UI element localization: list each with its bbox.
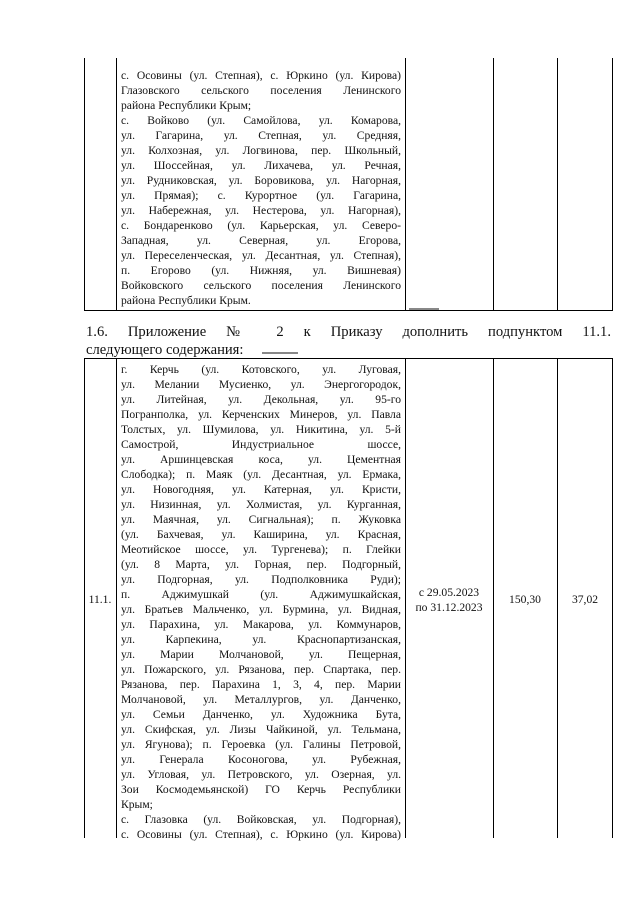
top-table-col-divider-1 [116, 58, 117, 311]
address-line: с. Осовины (ул. Степная), с. Юркино (ул. Кирова) [121, 828, 401, 841]
amendment-paragraph [86, 323, 611, 359]
address-line: с. Глазовка (ул. Войковская, ул. Подгорная), [121, 813, 401, 826]
address-line: с. Осовины (ул. Степная), с. Юркино (ул. Кирова) [121, 69, 401, 82]
address-line: ул. Шоссейная, ул. Лихачева, ул. Речная, [121, 159, 401, 172]
address-line: ул. Колхозная, ул. Логвинова, пер. Школьный, [121, 144, 401, 157]
address-line: ул. Низинная, ул. Холмистая, ул. Курганная, [121, 498, 401, 511]
address-line: с. Бондаренково (ул. Карьерская, ул. Северо- [121, 219, 401, 232]
period-cell [405, 585, 493, 615]
address-line: ул. Подгорная, ул. Подполковника Руди); [121, 573, 401, 586]
address-line: ул. Ягунова); п. Героевка (ул. Галины Петровой, [121, 738, 401, 751]
address-line: ул. Скифская, ул. Лизы Чайкиной, ул. Тельмана, [121, 723, 401, 736]
paragraph-line: следующего содержания: [86, 342, 244, 358]
address-line: (ул. 8 Марта, ул. Горная, пер. Подгорный, [121, 558, 401, 571]
address-line: Рязанова, пер. Парахина 1, 3, 4, пер. Марии [121, 678, 401, 691]
address-line: Молчановой, ул. Металлургов, ул. Данченко, [121, 693, 401, 706]
address-line: Войковского сельского поселения Ленинского [121, 279, 401, 292]
top-table-col-divider-2 [405, 58, 406, 311]
address-line: с. Войково (ул. Самойлова, ул. Комарова, [121, 114, 401, 127]
address-line: ул. Братьев Мальченко, ул. Бурмина, ул. Видная, [121, 603, 401, 616]
address-line: ул. Набережная, ул. Нестерова, ул. Нагорная), [121, 204, 401, 217]
address-line: ул. Прямая); с. Курортное (ул. Гагарина, [121, 189, 401, 202]
address-line: ул. Пожарского, ул. Рязанова, пер. Спартака, пер. [121, 663, 401, 676]
address-line: Слободка); п. Маяк (ул. Десантная, ул. Ермака, [121, 468, 401, 481]
address-line: Толстых, ул. Шумилова, ул. Никитина, ул. 5-й [121, 423, 401, 436]
address-line: ул. Гагарина, ул. Степная, ул. Средняя, [121, 129, 401, 142]
address-line: Зои Космодемьянской) ГО Керчь Республики [121, 783, 401, 796]
bottom-table-col-divider-1 [116, 358, 117, 838]
address-line: Меотийское шоссе, ул. Тургенева); п. Глейки [121, 543, 401, 556]
address-line: ул. Парахина, ул. Макарова, ул. Коммунаров, [121, 618, 401, 631]
address-line: ул. Аршинцевская коса, ул. Цементная [121, 453, 401, 466]
bottom-table-address-cell [121, 362, 401, 842]
address-line: ул. Переселенческая, ул. Десантная, ул. Степная), [121, 249, 401, 262]
scan-mark [409, 308, 439, 310]
scan-mark [262, 352, 298, 354]
address-line: района Республики Крым; [121, 99, 252, 112]
top-table-address-cell [121, 68, 401, 308]
top-table-col-divider-4 [557, 58, 558, 311]
address-line: ул. Марии Молчановой, ул. Пещерная, [121, 648, 401, 661]
address-line: п. Аджимушкай (ул. Аджимушкайская, [121, 588, 401, 601]
value-cell-1: 150,30 [509, 593, 541, 606]
address-line: (ул. Бахчевая, ул. Каширина, ул. Красная, [121, 528, 401, 541]
address-line: Западная, ул. Северная, ул. Егорова, [121, 234, 401, 247]
address-line: ул. Карпекина, ул. Краснопартизанская, [121, 633, 401, 646]
address-line: ул. Литейная, ул. Декольная, ул. 95-го [121, 393, 401, 406]
row-number: 11.1. [88, 593, 112, 606]
address-line: ул. Мелании Мусиенко, ул. Энергогородок, [121, 378, 401, 391]
address-line: района Республики Крым. [121, 294, 251, 307]
address-line: Глазовского сельского поселения Ленинского [121, 84, 401, 97]
period-to: по 31.12.2023 [415, 601, 483, 614]
address-line: ул. Угловая, ул. Петровского, ул. Озерная, ул. [121, 768, 401, 781]
address-line: ул. Семьи Данченко, ул. Художника Бута, [121, 708, 401, 721]
address-line: ул. Генерала Косоногова, ул. Рубежная, [121, 753, 401, 766]
value-cell-2: 37,02 [571, 593, 599, 606]
address-line: п. Егорово (ул. Нижняя, ул. Вишневая) [121, 264, 401, 277]
address-line: г. Керчь (ул. Котовского, ул. Луговая, [121, 363, 401, 376]
address-line: Погранполка, ул. Керченских Минеров, ул. Павла [121, 408, 401, 421]
address-line: Крым; [121, 798, 153, 811]
address-line: ул. Новогодняя, ул. Катерная, ул. Кристи, [121, 483, 401, 496]
top-table-col-divider-3 [493, 58, 494, 311]
address-line: ул. Маячная, ул. Сигнальная); п. Жуковка [121, 513, 401, 526]
address-line: ул. Рудниковская, ул. Боровикова, ул. Нагорная, [121, 174, 401, 187]
paragraph-line: 1.6. Приложение № 2 к Приказу дополнить подпунктом 11.1. [86, 324, 611, 340]
period-from: с 29.05.2023 [418, 586, 480, 599]
address-line: Самострой, Индустриальное шоссе, [121, 438, 401, 451]
